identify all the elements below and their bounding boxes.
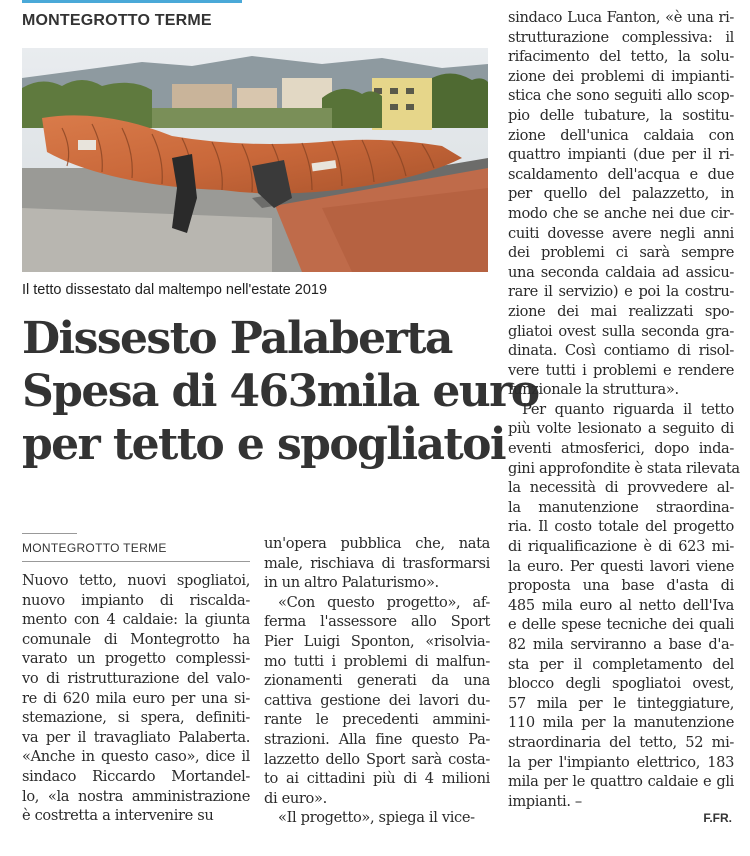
text-line: va per il travagliato Palaberta. [22, 728, 250, 746]
text-line: quattro impianti (due per il ri- [508, 146, 734, 164]
article-column-1 [22, 571, 250, 826]
text-line: mo tutti i problemi di malfun- [264, 652, 490, 670]
text-line: è costretta a intervenire su [22, 807, 214, 825]
text-line: rifacimento del tetto, la solu- [508, 48, 734, 66]
text-line: 57 mila per le tinteggiature, [508, 694, 734, 712]
text-line: la necessità di provvedere al- [508, 479, 734, 497]
text-line: mila per le quattro caldaie e gli [508, 773, 734, 791]
text-line: sta per il completamento del [508, 655, 734, 673]
headline-line: Spesa di 463mila euro [22, 366, 539, 417]
text-line: strazioni. Alla fine questo Pa- [264, 730, 490, 748]
text-line: in un altro Palaturismo». [264, 574, 439, 592]
text-line: 82 mila serviranno a base d'a- [508, 636, 734, 653]
text-line: di euro». [264, 789, 327, 807]
text-line: to ai cittadini più di 4 milioni [264, 770, 490, 788]
text-line: dinata. Così contiamo di risol- [508, 342, 734, 360]
author-signature: F.FR. [703, 811, 732, 825]
text-line: modo che se anche nei due cir- [508, 204, 734, 222]
text-line: pio delle tubature, la sostitu- [508, 106, 734, 124]
dateline: MONTEGROTTO TERME [22, 541, 167, 555]
text-line: cuiti dovesse avere negli anni [508, 224, 734, 242]
headline-line: per tetto e spogliatoi [22, 419, 505, 470]
text-line: la euro. Per questi lavori viene [508, 557, 734, 575]
text-line: «Anche in questo caso», dice il [22, 748, 250, 766]
text-line: 110 mila per la manutenzione [508, 714, 734, 732]
paragraph [508, 8, 734, 400]
text-line: un'opera pubblica che, nata [264, 535, 490, 552]
text-line: «Il progetto», spiega il vice- [278, 809, 475, 827]
text-line: stemazione, si spera, definiti- [22, 709, 250, 727]
article-column-3 [508, 8, 740, 811]
text-line: sindaco Luca Fanton, «è una ri- [508, 9, 734, 26]
divider [22, 561, 250, 562]
text-line: «Con questo progetto», af- [278, 593, 490, 611]
text-line: ferma l'assessore allo Sport [264, 613, 490, 631]
text-line: per quello del palazzetto, in [508, 185, 734, 203]
text-line: ria. Il costo totale del progetto [508, 518, 734, 536]
text-line: sindaco Riccardo Mortandel- [22, 767, 250, 785]
text-line: e delle spese tecniche dei quali [508, 616, 734, 634]
text-line: vere tutti i problemi e rendere [508, 361, 734, 379]
paragraph [22, 571, 250, 826]
text-line: la manutenzione straordina- [508, 498, 734, 516]
text-line: zione dei problemi di impianti- [508, 67, 734, 85]
headline-line: Dissesto Palaberta [22, 313, 452, 364]
divider [22, 533, 77, 534]
paragraph [508, 400, 740, 811]
text-line: funzionale la struttura». [508, 381, 679, 399]
photo-caption: Il tetto dissestato dal maltempo nell'estate 2019 [22, 282, 328, 298]
text-line: scaldamento dell'acqua e due [508, 165, 734, 183]
text-line: più volte lesionato a seguito di [508, 420, 734, 438]
headline [22, 312, 539, 471]
text-line: di riqualificazione è di 623 mi- [508, 538, 734, 556]
text-line: rare il servizio) e poi la costru- [508, 283, 734, 301]
paragraph [264, 808, 490, 828]
text-line: varato un progetto complessi- [22, 650, 250, 668]
text-line: zione dell'unica caldaia con [508, 126, 734, 144]
text-line: vo di ristrutturazione del valo- [22, 669, 250, 687]
text-line: cattiva gestione dei lavori du- [264, 691, 490, 709]
text-line: comunale di Montegrotto ha [22, 630, 250, 648]
text-line: gliatoi ovest sulla seconda gra- [508, 322, 734, 340]
text-line: Pier Luigi Sponton, «risolvia- [264, 632, 490, 650]
text-line: la per l'impianto elettrico, 183 [508, 753, 734, 771]
text-line: Nuovo tetto, nuovi spogliatoi, [22, 572, 250, 589]
text-line: zionamenti generati da una [264, 672, 490, 690]
text-line: dei problemi ci sarà sempre [508, 244, 734, 262]
text-line: impianti. – [508, 792, 582, 810]
text-line: lo, «la nostra amministrazione [22, 787, 250, 805]
text-line: strutturazione complessiva: il [508, 28, 734, 46]
text-line: mento con 4 caldaie: la giunta [22, 611, 250, 629]
text-line: 485 mila euro al netto dell'Iva [508, 596, 734, 614]
article-photo [22, 48, 488, 272]
text-line: una seconda caldaia ad assicu- [508, 263, 734, 281]
text-line: male, rischiava di trasformarsi [264, 554, 490, 572]
article-column-2 [264, 534, 490, 828]
text-line: nuovo impianto di riscalda- [22, 591, 250, 609]
section-label: MONTEGROTTO TERME [22, 12, 212, 29]
text-line: re di 620 mila euro per una si- [22, 689, 250, 707]
text-line: lazzetto dello Sport sarà costa- [264, 750, 490, 768]
text-line: zione dei mai realizzati spo- [508, 302, 734, 320]
text-line: blocco degli spogliatoi ovest, [508, 675, 734, 693]
text-line: proposta una base d'asta di [508, 577, 734, 595]
collapsed-roof-photo [22, 48, 488, 272]
text-line: Per quanto riguarda il tetto [522, 400, 734, 418]
paragraph [264, 534, 490, 593]
paragraph [264, 593, 490, 809]
text-line: eventi atmosferici, dopo inda- [508, 440, 734, 458]
text-line: stica che sono seguiti allo scop- [508, 87, 734, 105]
text-line: gini approfondite è stata rilevata [508, 459, 740, 477]
text-line: straordinaria del tetto, 52 mi- [508, 733, 734, 751]
text-line: rante le precedenti ammini- [264, 711, 490, 729]
section-accent-bar [22, 0, 242, 3]
